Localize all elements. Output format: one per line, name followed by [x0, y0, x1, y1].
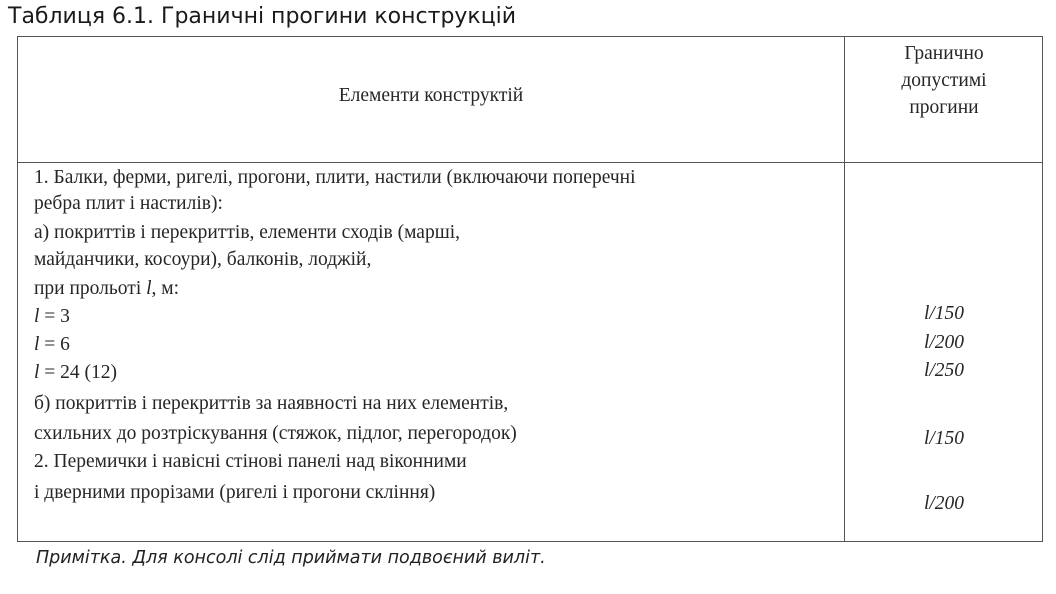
row-text-part: = 24 (12) — [39, 362, 118, 383]
row-text: майданчики, косоури), балконів, лоджій, — [34, 249, 372, 270]
row-text: 1. Балки, ферми, ригелі, прогони, плити, настили (включаючи поперечні — [34, 167, 636, 188]
row-text — [34, 333, 70, 357]
deflection-value: l/250 — [923, 360, 965, 381]
row-text: а) покриттів і перекриттів, елементи сходів (марші, — [34, 222, 461, 243]
header-elements: Елементи конструктій — [338, 85, 524, 106]
header-limits-line-3: прогини — [909, 97, 979, 118]
span-symbol: l — [34, 362, 40, 383]
row-text-part: = 3 — [39, 306, 70, 327]
header-limits-line-2: допустимі — [901, 70, 987, 91]
deflection-value: l/200 — [923, 332, 965, 353]
row-text: і дверними прорізами (ригелі і прогони скління) — [34, 482, 436, 503]
row-text: схильних до розтріскування (стяжок, підлог, перегородок) — [34, 423, 517, 444]
header-divider — [18, 162, 1042, 163]
row-text — [34, 277, 179, 301]
deflection-value: l/150 — [923, 428, 965, 449]
row-text: ребра плит і настилів): — [34, 193, 223, 214]
row-text: 2. Перемички і навісні стінові панелі над віконними — [34, 451, 467, 472]
deflection-table — [17, 36, 1043, 542]
span-symbol: l — [146, 278, 152, 299]
deflection-value: l/200 — [923, 493, 965, 514]
row-text — [34, 305, 70, 329]
span-symbol: l — [34, 306, 40, 327]
row-text-part: = 6 — [39, 334, 70, 355]
table-caption: Таблиця 6.1. Граничні прогини конструкцій — [8, 4, 517, 29]
row-text-part: при прольоті — [34, 278, 147, 299]
row-text-part: , м: — [151, 278, 180, 299]
header-limits-line-1: Гранично — [904, 43, 984, 64]
span-symbol: l — [34, 334, 40, 355]
table-note: Примітка. Для консолі слід приймати подвоєний виліт. — [36, 548, 546, 568]
row-text: б) покриттів і перекриттів за наявності на них елементів, — [34, 393, 509, 414]
row-text — [34, 361, 117, 385]
deflection-value: l/150 — [923, 303, 965, 324]
